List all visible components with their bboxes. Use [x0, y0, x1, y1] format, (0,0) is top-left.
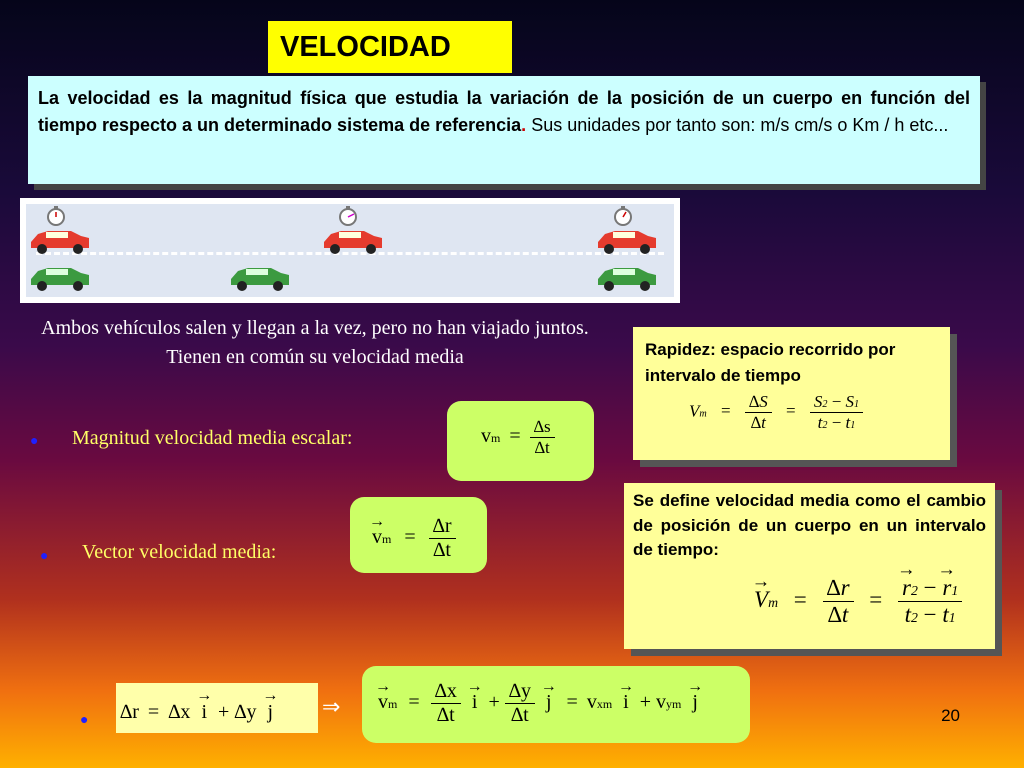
vector-definition-box [624, 483, 995, 649]
red-car-icon [598, 231, 656, 254]
definition-bold-text: La velocidad es la magnitud física que estudia la variación de la posición de un cuerpo en función del tiempo respecto a un determinado sistema de referencia [38, 88, 970, 135]
implies-arrow: ⇒ [322, 694, 341, 719]
slide-title: VELOCIDAD [268, 21, 512, 73]
component-velocity-formula: → vm = $\frac{\Delta x}{\Delta t}$ → i + $\frac{\Delta y}{\Delta t}$ → j = vxm → i + vym → j [362, 666, 750, 743]
bullet-icon: ● [80, 711, 89, 727]
definition-units-text: Sus unidades por tanto son: m/s cm/s o Km / h etc... [526, 115, 949, 135]
red-car-icon [31, 231, 89, 254]
vector-velocity-label: Vector velocidad media: [82, 541, 277, 563]
definition-period: . [521, 115, 527, 135]
scalar-velocity-formula: vm = $\frac{\Delta s}{\Delta t}$ [447, 401, 594, 481]
red-car-icon [324, 231, 382, 254]
vector-definition-text: Se define velocidad media como el cambio de posición de un cuerpo en un intervalo de tiempo: [633, 491, 986, 560]
stopwatch-icon [48, 206, 64, 225]
stopwatch-icon [340, 206, 356, 225]
rapidez-text: Rapidez: espacio recorrido por intervalo de tiempo [645, 340, 896, 385]
green-car-icon [31, 268, 89, 291]
displacement-formula: ∆r = ∆x → i + ∆y → j [116, 683, 318, 733]
vector-velocity-definition-formula: → Vm = $\frac{\Delta r}{\Delta t}$ = → $\frac{r2 - \to r1}{t2 - t1}$ [754, 575, 962, 628]
cars-drawing [26, 204, 674, 297]
rapidez-formula: Vm = $\frac{\Delta S}{\Delta t}$ = $\frac{S2 - S1}{t2 - t1}$ [689, 392, 938, 433]
green-car-icon [231, 268, 289, 291]
scalar-velocity-label: Magnitud velocidad media escalar: [72, 427, 353, 449]
vector-velocity-formula: → vm = $\frac{\Delta r}{\Delta t}$ [350, 497, 487, 573]
page-number: 20 [941, 706, 960, 725]
definition-box [28, 76, 980, 184]
bullet-icon: ● [30, 432, 39, 448]
rapidez-box [633, 327, 950, 460]
road-illustration [20, 198, 680, 303]
green-car-icon [598, 268, 656, 291]
bullet-icon: ● [40, 547, 49, 563]
illustration-caption: Ambos vehículos salen y llegan a la vez, pero no han viajado juntos. Tienen en común su velocidad media [41, 317, 589, 368]
stopwatch-icon [615, 206, 631, 225]
